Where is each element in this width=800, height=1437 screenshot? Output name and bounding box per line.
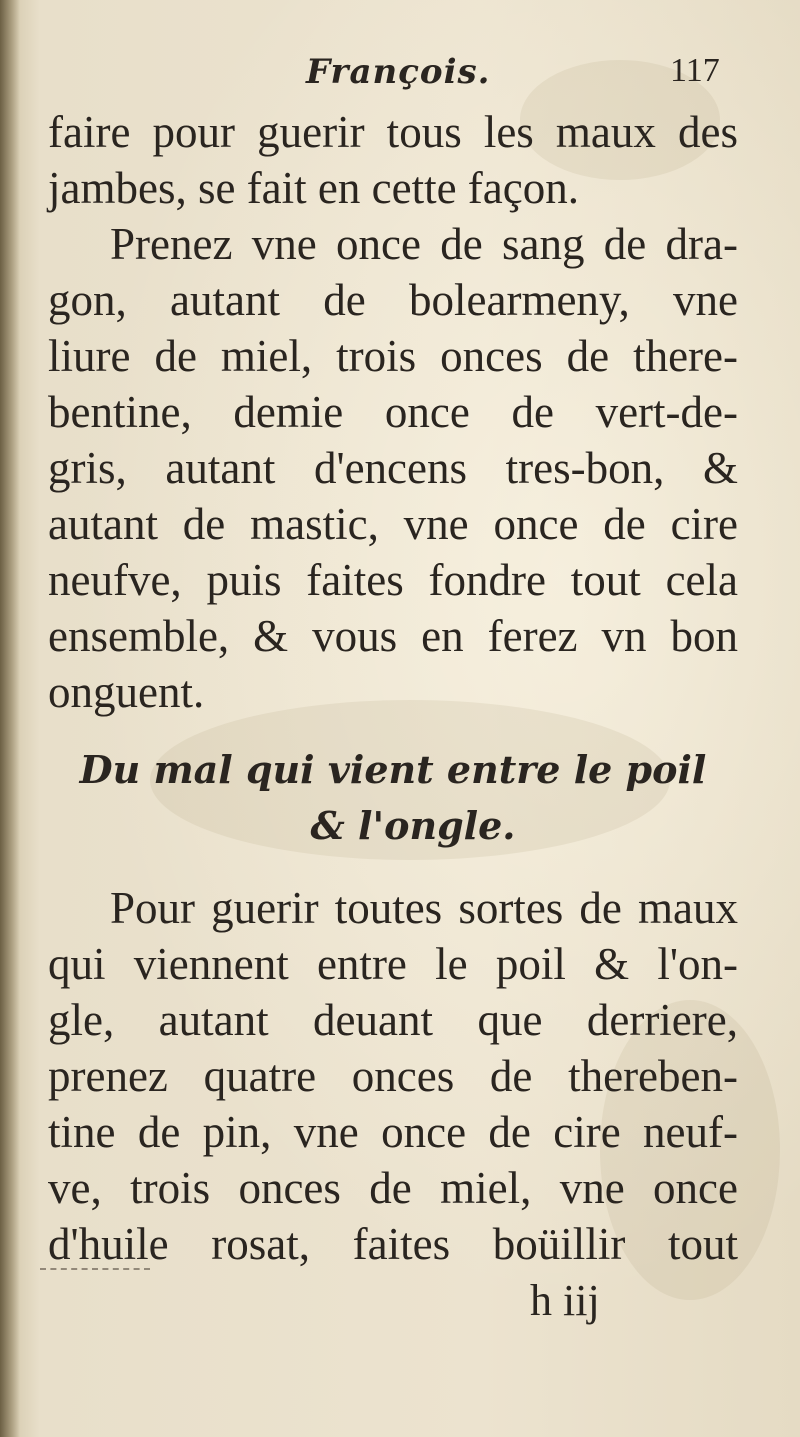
signature-mark: h iij <box>530 1276 600 1325</box>
text-line: liure de miel, trois onces de there- <box>48 331 738 381</box>
text-line: neufve, puis faites fondre tout cela <box>48 555 738 605</box>
text-line: Pour guerir toutes sortes de maux <box>110 883 738 933</box>
paragraph-1 <box>48 104 738 720</box>
text-line: autant de mastic, vne once de cire <box>48 499 738 549</box>
section-heading-line-1: Du mal qui vient entre le poil <box>79 747 707 792</box>
text-line: gris, autant d'encens tres-bon, & <box>48 443 738 493</box>
book-gutter <box>0 0 20 1437</box>
text-line: ve, trois onces de miel, vne once <box>48 1163 738 1213</box>
section-heading-line-2: & l'ongle. <box>310 803 516 848</box>
text-line: ensemble, & vous en ferez vn bon <box>48 611 738 661</box>
text-line: prenez quatre onces de thereben- <box>48 1051 738 1101</box>
section-heading <box>48 742 738 854</box>
text-line: onguent. <box>48 667 205 717</box>
running-head-title: François. <box>306 52 491 92</box>
text-line: jambes, se fait en cette façon. <box>48 163 579 213</box>
text-line: gle, autant deuant que derriere, <box>48 995 738 1045</box>
text-line: gon, autant de bolearmeny, vne <box>48 275 738 325</box>
paragraph-2 <box>48 880 738 1272</box>
text-line: Prenez vne once de sang de dra- <box>110 219 738 269</box>
page-number: 117 <box>670 52 720 89</box>
text-line: faire pour guerir tous les maux des <box>48 107 738 157</box>
running-head <box>0 48 800 108</box>
text-line: qui viennent entre le poil & l'on- <box>48 939 738 989</box>
text-line: d'huile rosat, faites boüillir tout <box>48 1219 738 1269</box>
text-line: tine de pin, vne once de cire neuf- <box>48 1107 738 1157</box>
text-line: bentine, demie once de vert-de- <box>48 387 738 437</box>
margin-rule <box>40 1268 150 1270</box>
